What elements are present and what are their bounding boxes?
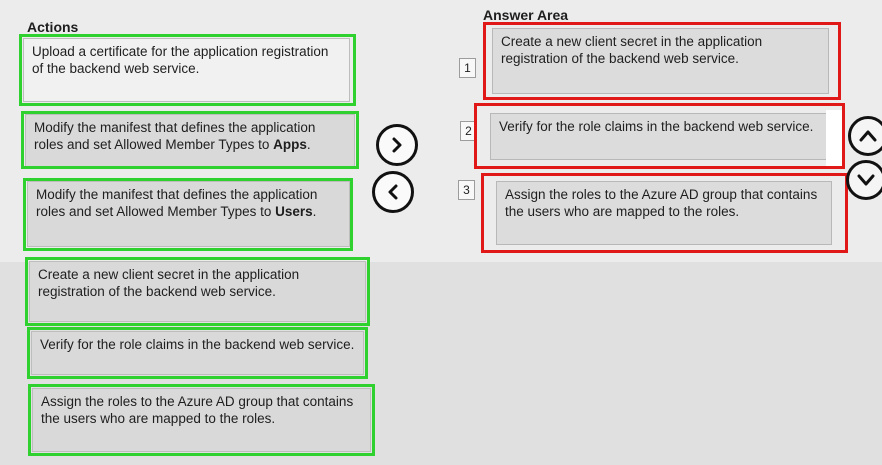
chevron-right-icon — [388, 136, 406, 154]
action-item-text: Verify for the role claims in the backend web service. — [40, 337, 355, 352]
action-item-text: Create a new client secret in the application registration of the backend web service. — [38, 267, 300, 299]
action-item-text: Upload a certificate for the application registration of the backend web service. — [32, 44, 329, 76]
action-item-client-secret[interactable] — [29, 261, 366, 322]
chevron-down-icon — [849, 163, 882, 197]
move-up-button[interactable] — [848, 116, 882, 156]
answer-item-text: Assign the roles to the Azure AD group that contains the users who are mapped to the roles. — [505, 187, 818, 219]
move-left-button[interactable] — [372, 171, 414, 213]
answer-item-text: Create a new client secret in the application registration of the backend web service. — [501, 34, 763, 66]
action-item-manifest-apps[interactable] — [25, 114, 355, 167]
answer-slot-1[interactable] — [492, 28, 829, 94]
answer-area-heading: Answer Area — [483, 7, 569, 23]
action-item-verify-claims[interactable] — [31, 331, 364, 375]
slot-number: 3 — [458, 180, 475, 200]
action-item-manifest-users[interactable] — [27, 181, 350, 247]
answer-slot-3[interactable] — [496, 181, 832, 245]
action-item-upload-certificate[interactable] — [23, 38, 350, 102]
answer-slot-2[interactable] — [490, 113, 828, 160]
slot-number: 2 — [460, 121, 477, 141]
answer-item-text: Verify for the role claims in the backend web service. — [499, 119, 814, 134]
chevron-up-icon — [851, 119, 882, 153]
actions-heading: Actions — [27, 19, 79, 35]
action-item-assign-roles[interactable] — [32, 388, 371, 452]
move-down-button[interactable] — [846, 160, 882, 200]
action-item-text: Modify the manifest that defines the application roles and set Allowed Member Types to Users. — [36, 187, 318, 219]
slot-number: 1 — [459, 58, 476, 78]
move-right-button[interactable] — [376, 124, 418, 166]
action-item-text: Assign the roles to the Azure AD group that contains the users who are mapped to the roles. — [41, 394, 354, 426]
chevron-left-icon — [384, 183, 402, 201]
action-item-text: Modify the manifest that defines the application roles and set Allowed Member Types to Apps. — [34, 120, 316, 152]
scroll-track — [826, 110, 842, 166]
